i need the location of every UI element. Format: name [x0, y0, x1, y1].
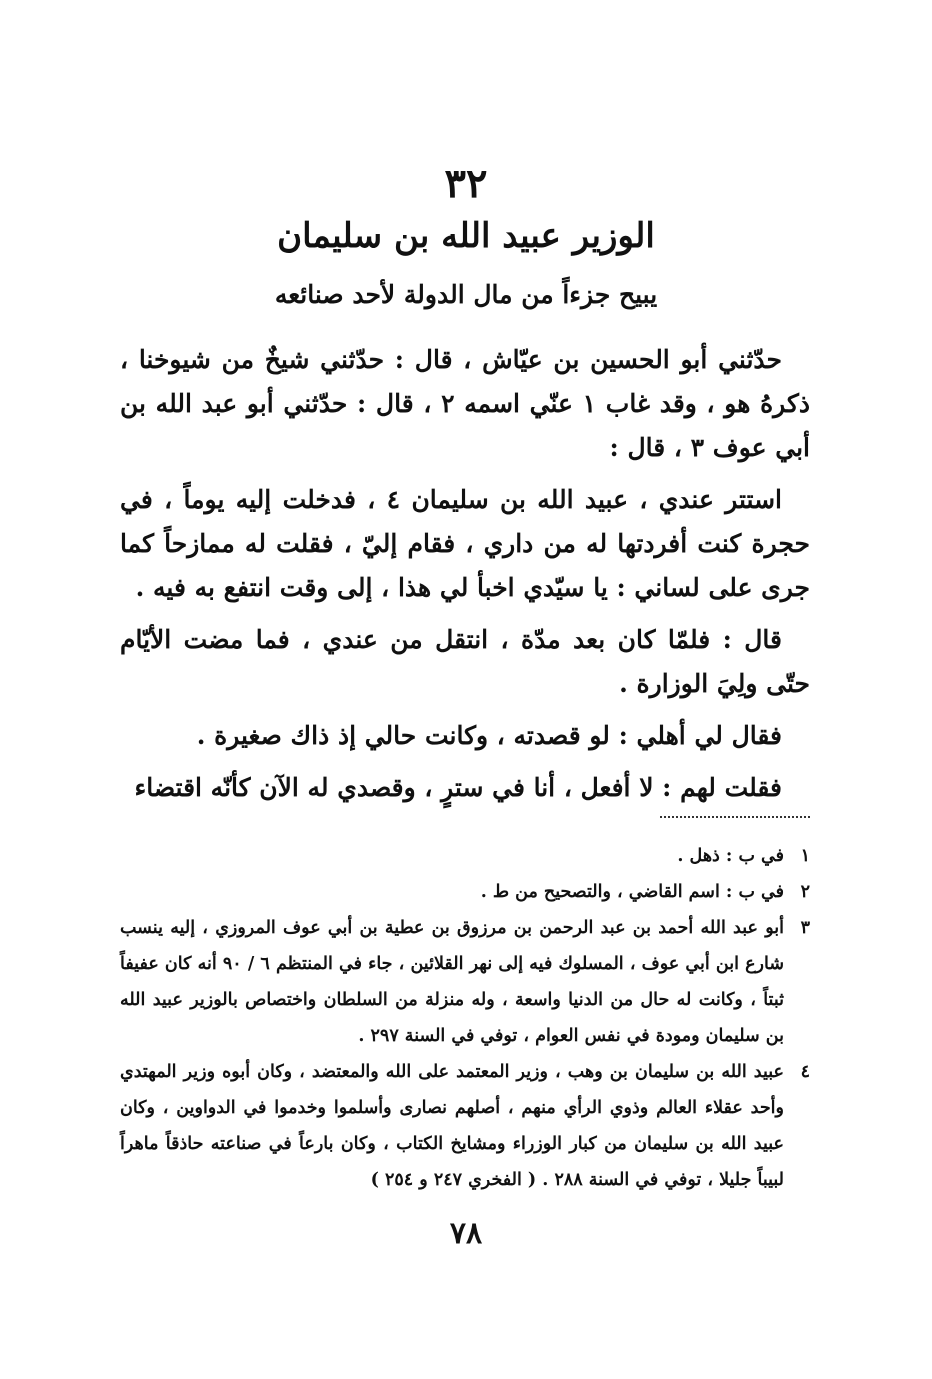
chapter-subtitle: يبيح جزءاً من مال الدولة لأحد صنائعه: [274, 280, 658, 309]
footnote-text: عبيد الله بن سليمان بن وهب ، وزير المعتمد على الله والمعتضد ، وكان أبوه وزير المهتدي وأحد عقلاء العالم وذوي الرأي منهم ، أصلهم نصارى وأسلموا وخدموا في الدواوين ، وكان عبيد الله بن سليمان من كبار الوزراء ومشايخ الكتاب ، وكان بارعاً في صناعته حاذقاً ماهراً لبيباً جليلا ، توفي في السنة ٢٨٨ . ( الفخري ٢٤٧ و ٢٥٤ ): [120, 1062, 784, 1190]
footnote: [120, 910, 810, 1054]
chapter-number: ٣٢: [444, 160, 488, 207]
footnote-number: ١: [800, 846, 810, 866]
footnote-text: في ب : اسم القاضي ، والتصحيح من ط .: [480, 882, 784, 902]
footnote: [120, 1054, 810, 1198]
paragraph: قال : فلمّا كان بعد مدّة ، انتقل من عندي ، فما مضت الأيّام حتّى ولِيَ الوزارة .: [120, 625, 810, 698]
paragraph: استتر عندي ، عبيد الله بن سليمان ٤ ، فدخلت إليه يوماً ، في حجرة كنت أفردتها له من داري ، فقام إليّ ، فقلت له ممازحاً كما جرى على لساني : يا سيّدي اخبأ لي هذا ، إلى وقت انتفع به فيه .: [120, 485, 810, 602]
paragraph: فقلت لهم : لا أفعل ، أنا في سترٍ ، وقصدي له الآن كأنّه اقتضاء: [134, 773, 782, 802]
footnote: [120, 838, 810, 874]
footnote-number: ٢: [800, 882, 810, 902]
paragraph: فقال لي أهلي : لو قصدته ، وكانت حالي إذ ذاك صغيرة .: [196, 721, 782, 750]
body-text: [120, 338, 810, 818]
footnote-text: في ب : ذهل .: [677, 846, 784, 866]
footnote: [120, 874, 810, 910]
footnote-number: ٤: [800, 1062, 810, 1082]
footnote-number: ٣: [800, 918, 810, 938]
footnote-text: أبو عبد الله أحمد بن عبد الرحمن بن مرزوق بن عطية بن أبي عوف المروزي ، إليه ينسب شارع ابن أبي عوف ، المسلوك فيه إلى نهر القلائين ، جاء في المنتظم ٦ / ٩٠ أنه كان عفيفاً ثبتاً ، وكانت له حال من الدنيا واسعة ، وله منزلة من السلطان واختصاص بالوزير عبيد الله بن سليمان ومودة في نفس العوام ، توفي في السنة ٢٩٧ .: [120, 918, 784, 1046]
paragraph: حدّثني أبو الحسين بن عيّاش ، قال : حدّثني شيخٌ من شيوخنا ، ذكرهُ هو ، وقد غاب ١ عنّي اسمه ٢ ، قال : حدّثني أبو عبد الله بن أبي عوف ٣ ، قال :: [120, 345, 810, 462]
footnote-separator: [660, 816, 810, 818]
chapter-title: الوزير عبيد الله بن سليمان: [277, 216, 655, 256]
footnotes: [120, 838, 810, 1198]
page-number: ٧٨: [449, 1216, 483, 1251]
